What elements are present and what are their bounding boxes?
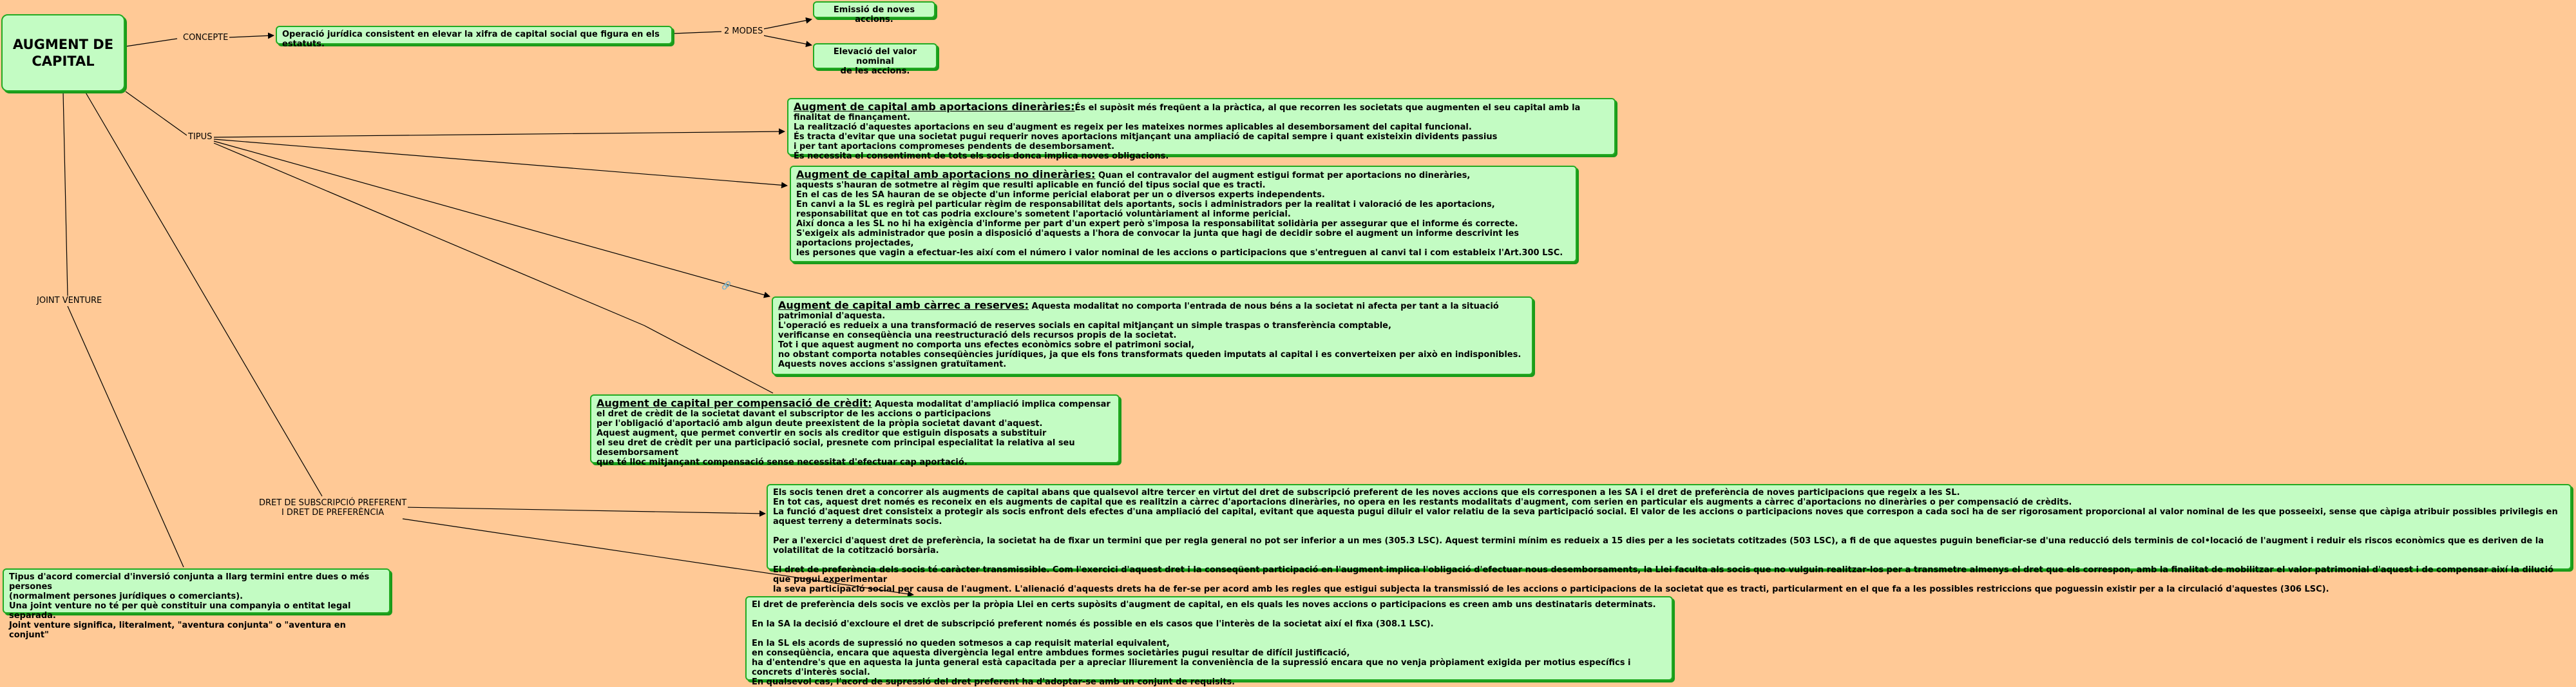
tipus-credits-node[interactable] (590, 394, 1120, 467)
tipus-reserves-body: Aquesta modalitat no comporta l'entrada de nous béns a la societat ni afecta per tant a la situació patrimonial d'aquesta. L'operació es redueix a una transformació de reserves socials en capital mitjançant un simple traspas o transferència comptable, verificanse en conseqüència una reestructuració dels recursos propis de la societat. Tot i que aquest augment no comporta uns efectes econòmics sobre el patrimoni social, no obstant comporta notables conseqüències jurídiques, ja que els fons transformats queden imputats al capital i es converteixen per això en indisponibles. Aquests noves accions s'assignen gratuïtament. (778, 302, 1522, 369)
tipus-no-dineraries-body: Quan el contravalor del augment estigui format per aportacions no dineràries, aquests s'hauran de sotmetre al règim que resulti aplicable en funció del tipus social que es tracti. En el cas de les SA hauran de se objecte d'un informe pericial elaborat per un o diversos experts independents. En canvi a la SL es regirà pel particular règim de responsabilitat dels aportants, socis i administradors per la realitat i valoració de les aportacions, responsabilitat que en tot cas podria excloure's sometent l'aportació voluntàriament al informe pericial. Així donca a les SL no hi ha exigència d'informe per part d'un expert però s'imposa la responsabilitat solidària per assegurar que el informe és correcte. S'exigeix als administrador que posin a disposició d'aquests a l'hora de convocar la junta que hagi de decidir sobre el augment un informe descrivint les aportacions projectades, les persones que vagin a efectuar-les així com el número i valor nominal de les accions o participacions que s'entreguen al canvi tal i com estableix l'Art.300 LSC. (796, 171, 1563, 258)
link-label-modes: 2 MODES (724, 26, 763, 36)
joint-venture-text: Tipus d'acord comercial d'inversió conjunta a llarg termini entre dues o més persones (normalment persones jurídiques o comerciants). Una joint venture no té per què constituir una companyia o entitat legal separada. Joint venture significa, literalment, "aventura conjunta" o "aventura en conjunt" (9, 572, 370, 640)
link-label-joint-venture: JOINT VENTURE (37, 296, 102, 305)
link-icon[interactable]: 🔗 (721, 281, 731, 290)
root-node[interactable] (1, 14, 125, 92)
tipus-dineraries-node[interactable] (787, 98, 1616, 161)
root-label: AUGMENT DE CAPITAL (12, 37, 114, 69)
tipus-reserves-title: Augment de capital amb càrrec a reserves: (778, 299, 1029, 311)
mode-elevacio-text: Elevació del valor nominal de les accions. (833, 47, 917, 76)
mode-emissio-node[interactable] (813, 1, 935, 24)
link-label-dret: DRET DE SUBSCRIPCIÓ PREFERENT I DRET DE PREFERÈNCIA (259, 498, 407, 518)
dret-subscripcio-node[interactable] (767, 484, 2571, 594)
tipus-credits-body: Aquesta modalitat d'ampliació implica compensar el dret de crèdit de la societat davant el subscriptor de les accions o participacions per l'obligació d'aportació amb algun deute preexistent de la pròpia societat davant d'aquest. Aquest augment, que permet convertir en socis als creditor que estiguin disposats a substituir el seu dret de crèdit per una participació social, presnete com principal especialitat la relativa al seu desemborsament que té lloc mitjançant compensació sense necessitat d'efectuar cap aportació. (596, 400, 1111, 467)
tipus-reserves-node[interactable] (772, 296, 1533, 375)
link-label-concepte: CONCEPTE (183, 33, 229, 43)
tipus-dineraries-title: Augment de capital amb aportacions dineràries: (794, 101, 1075, 113)
tipus-credits-title: Augment de capital per compensació de crèdit: (596, 397, 872, 409)
mode-elevacio-node[interactable] (813, 43, 937, 76)
dret-exclusio-node[interactable] (745, 596, 1673, 687)
dret-exclusio-text: El dret de preferència dels socis ve exclòs per la pròpia Llei en certs supòsits d'augment de capital, en els quals les noves accions o participacions es creen amb uns destinataris determinats. En la SA la decisió d'excloure el dret de subscripció preferent només és possible en els casos que l'interès de la societat així el fixa (308.1 LSC). En la SL els acords de supressió no queden sotmesos a cap requisit material equivalent, en conseqüència, encara que aquesta divergència legal entre ambdues formes societàries pugui resultar de difícil justificació, ha d'entendre's que en aquesta la junta general està capacitada per a apreciar lliurement la conveniència de la supressió encara que no venja pròpiament exigida per motius específics i concrets d'interès social. En qualsevol cas, l'acord de supressió del dret preferent ha d'adoptar-se amb un conjunt de requisits. (752, 600, 1656, 687)
mode-emissio-text: Emissió de noves accions. (833, 5, 915, 24)
concept-text: Operació jurídica consistent en elevar la xifra de capital social que figura en els estatuts. (282, 30, 660, 49)
tipus-dineraries-body: És el supòsit més freqüent a la pràctica, al que recorren les societats que augmenten el seu capital amb la finalitat de finançament. La realització d'aquestes aportacions en seu d'augment es regeix per les mateixes normes aplicables al desemborsament del capital funcional. És tracta d'evitar que una societat pugui requerir noves aportacions mitjançant una ampliació de capital sempre i quant existeixin dividents passius i per tant aportacions compromeses pendents de desemborsament. És necessita el consentiment de tots els socis donca implica noves obligacions. (794, 103, 1581, 161)
joint-venture-node[interactable] (3, 568, 390, 640)
tipus-no-dineraries-title: Augment de capital amb aportacions no dineràries: (796, 168, 1096, 180)
dret-subscripcio-text: Els socis tenen dret a concorrer als augments de capital abans que qualsevol altre tercer en virtut del dret de subscripció preferent de les noves accions que els corresponen a les SA i el dret de preferència de noves participacions que regeix a les SL. En tot cas, aquest dret només es reconeix en els augments de capital que es realitzin a càrrec d'aportacions dineràries, no opera en les restants modalitats d'augment, com serien en particular els augments a càrrec d'aportacions no dineràries o per compensació de crèdits. La funció d'aquest dret consisteix a protegir als socis enfront dels efectes d'una ampliació del capital, evitant que aquesta pugui diluir el valor relatiu de la seva participació social. El valor de les accions o participacions noves que correspon a cada soci ha de ser rigorosament proporcional al valor nominal de les que posseeixi, sense que càpiga atribuir possibles privilegis en aquest terreny a determinats socis. Per a l'exercici d'aquest dret de preferència, la societat ha de fixar un termini que per regla general no pot ser inferior a un mes (305.3 LSC). Aquest termini mínim es redueix a 15 dies per a les societats cotitzades (503 LSC), a fi de que aquestes puguin beneficiar-se d'una reducció dels terminis de col•locació de l'augment i reduir els riscos econòmics que es deriven de la volatilitat de la cotització borsària. El dret de preferència dels socis té caràcter transmissible. Com l'exercici d'aquest dret i la conseqüent participació en l'augment implica l'obligació d'efectuar nous desemborsaments, la Llei faculta als socis que no vulguin realitzar-los per a transmetre almenys el dret que els correspon, amb la finalitat de mobilitzar el valor patrimonial d'aquest i de compensar així la dilució que pugui experimentar la seva participació social per causa de l'augment. L'alienació d'aquests drets ha de fer-se per acord amb les regles que estigui subjecta la transmissió de les accions o participacions de la societat que es tracti, particularment en el que fa a les possibles restriccions que poguessin existir per a la circulació d'aquestes (306 LSC). (773, 488, 2558, 594)
tipus-no-dineraries-node[interactable] (790, 166, 1577, 262)
link-label-tipus: TIPUS (188, 132, 213, 142)
concept-node[interactable] (276, 26, 673, 49)
